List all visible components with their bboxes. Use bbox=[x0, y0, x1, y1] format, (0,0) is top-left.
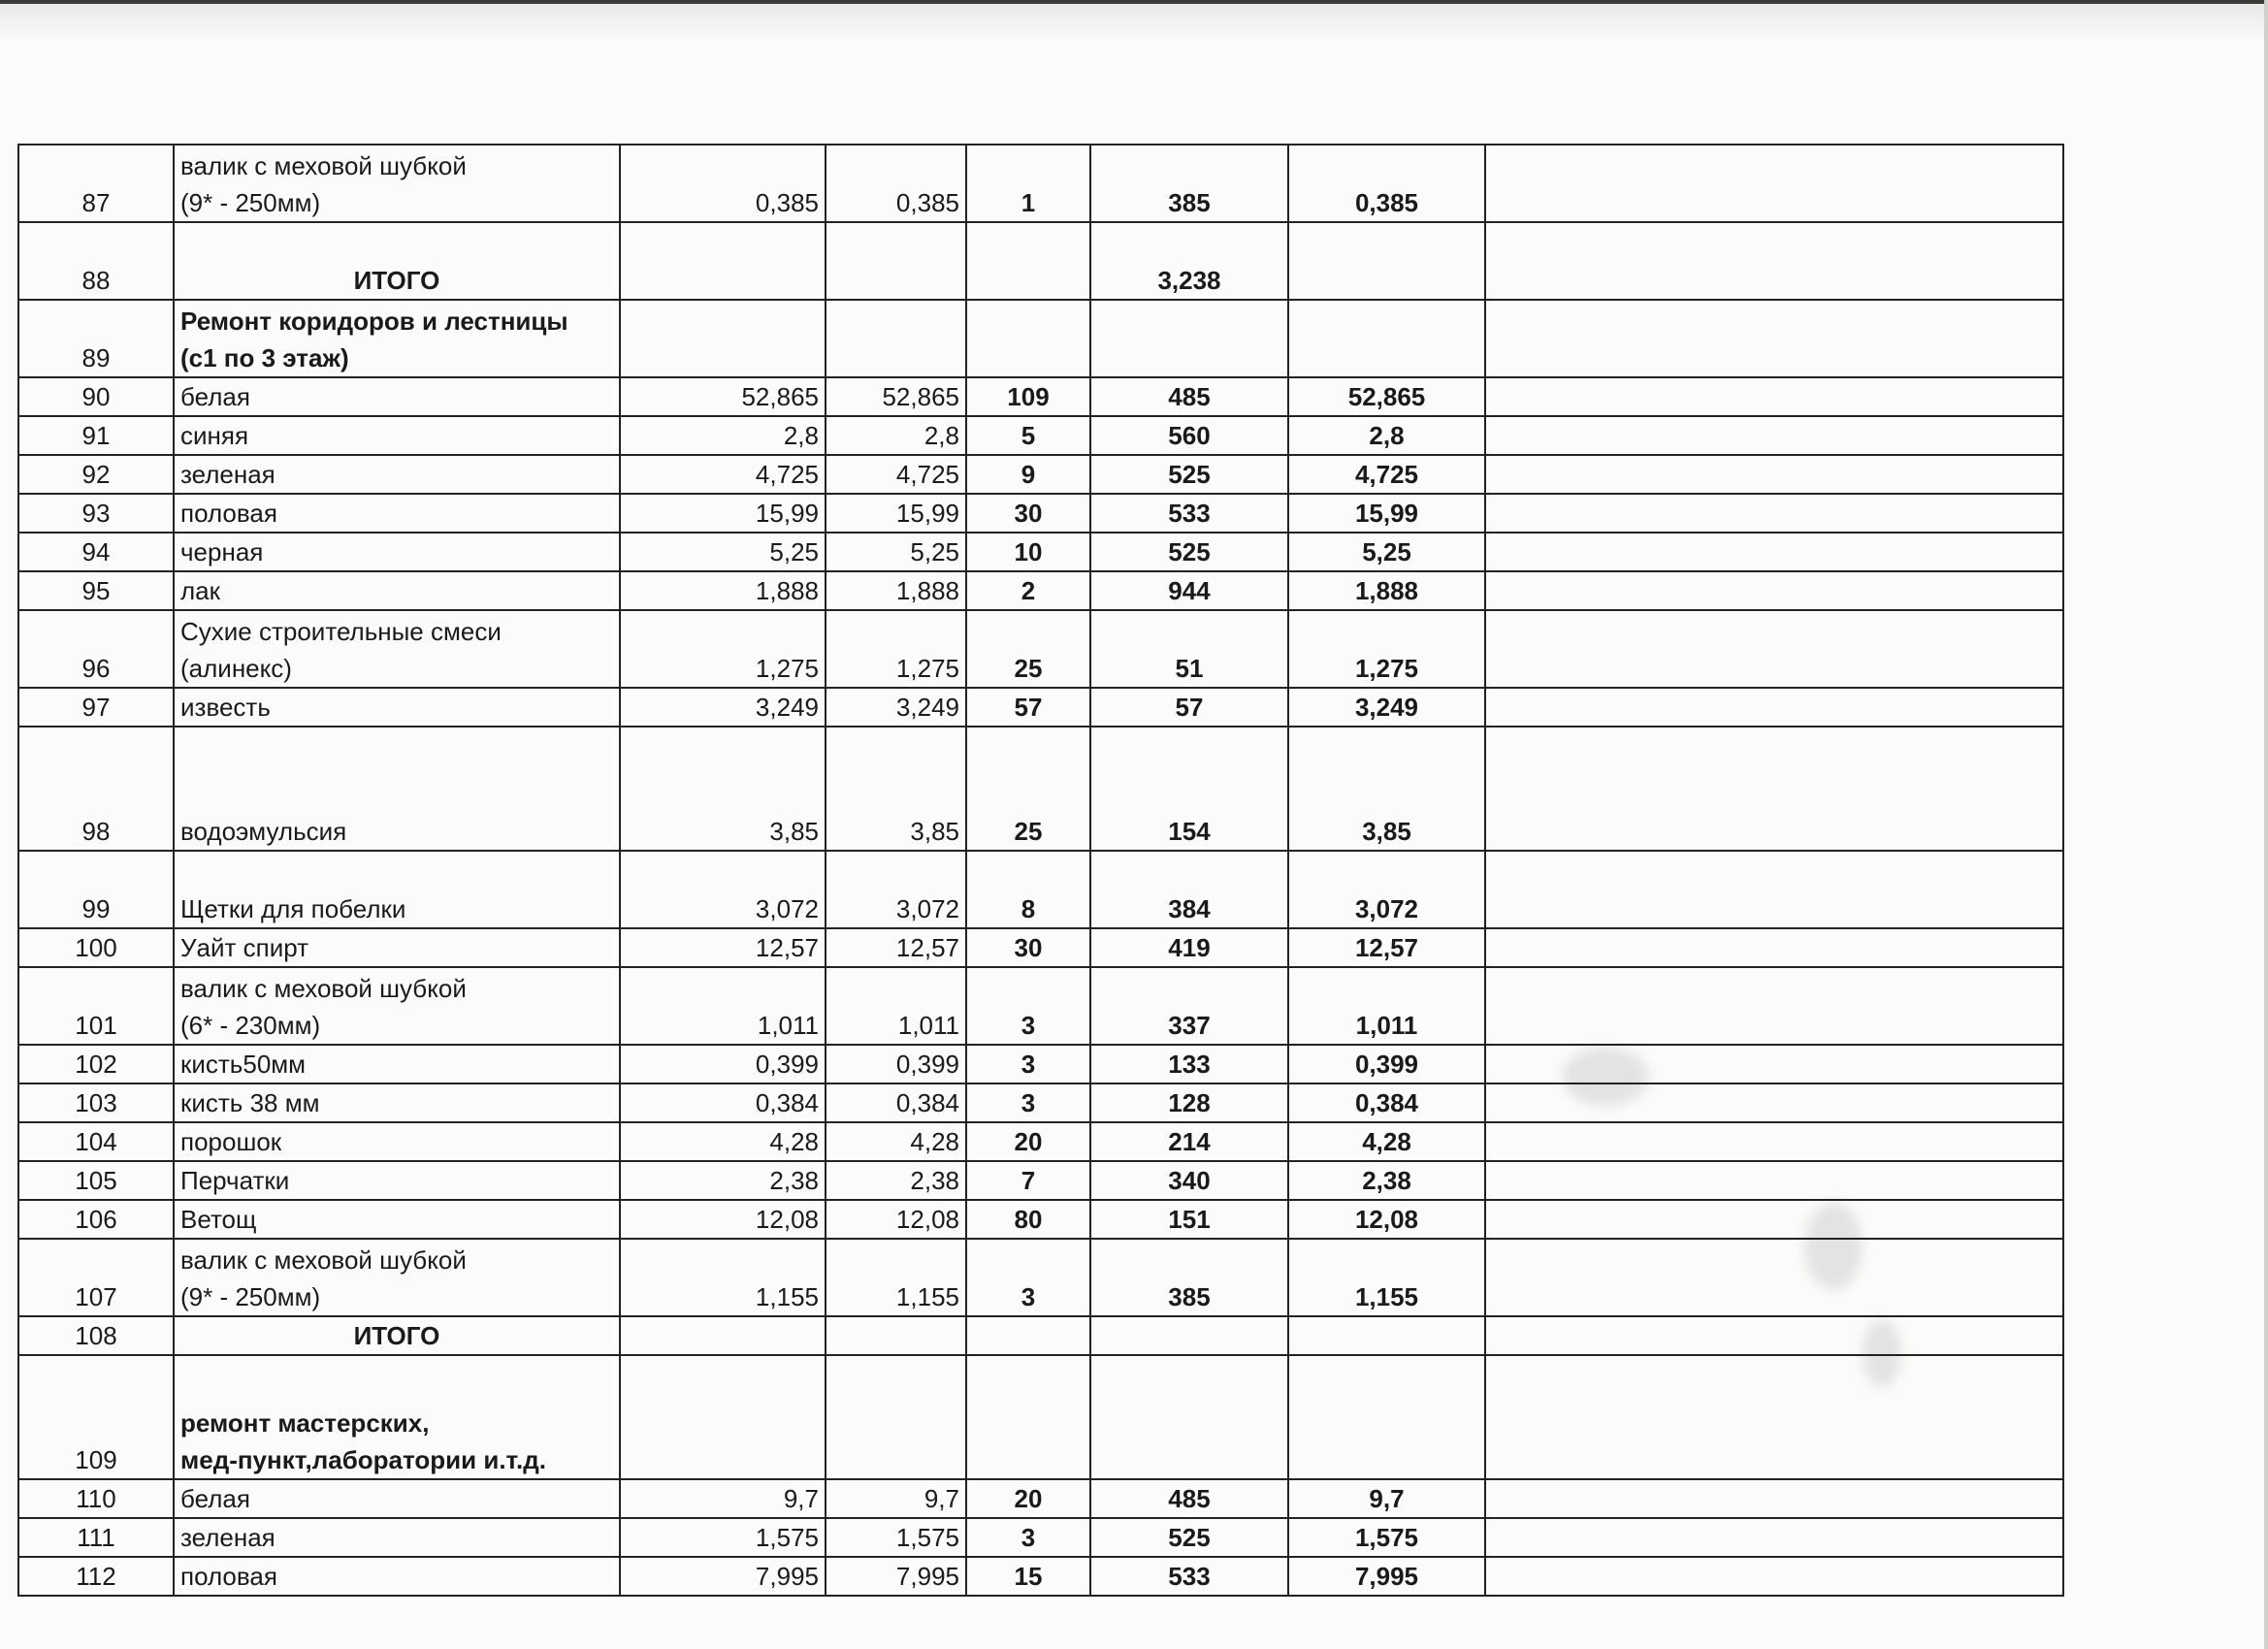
row-number: 97 bbox=[18, 688, 174, 727]
count-cell: 2 bbox=[966, 571, 1090, 610]
item-name: кисть50мм bbox=[174, 1045, 620, 1083]
empty-cell bbox=[1485, 1200, 2063, 1239]
item-name: половая bbox=[174, 1557, 620, 1596]
row-number: 112 bbox=[18, 1557, 174, 1596]
price-cell: 51 bbox=[1090, 610, 1288, 688]
amount-cell: 0,384 bbox=[826, 1083, 966, 1122]
amount-cell: 52,865 bbox=[826, 377, 966, 416]
sum-cell: 2,38 bbox=[1288, 1161, 1485, 1200]
table-row bbox=[18, 533, 2063, 571]
sum-cell: 15,99 bbox=[1288, 494, 1485, 533]
row-number: 108 bbox=[18, 1316, 174, 1355]
amount-cell: 3,072 bbox=[826, 851, 966, 928]
row-number: 110 bbox=[18, 1479, 174, 1518]
amount-cell: 1,575 bbox=[620, 1518, 826, 1557]
count-cell: 80 bbox=[966, 1200, 1090, 1239]
price-cell: 133 bbox=[1090, 1045, 1288, 1083]
amount-cell bbox=[826, 1316, 966, 1355]
item-name: ИТОГО bbox=[174, 222, 620, 300]
price-cell: 944 bbox=[1090, 571, 1288, 610]
count-cell: 15 bbox=[966, 1557, 1090, 1596]
table-row bbox=[18, 1083, 2063, 1122]
sum-cell: 0,384 bbox=[1288, 1083, 1485, 1122]
price-cell: 485 bbox=[1090, 1479, 1288, 1518]
amount-cell: 1,011 bbox=[620, 967, 826, 1045]
empty-cell bbox=[1485, 1557, 2063, 1596]
sum-cell: 5,25 bbox=[1288, 533, 1485, 571]
price-cell: 384 bbox=[1090, 851, 1288, 928]
empty-cell bbox=[1485, 610, 2063, 688]
amount-cell: 2,8 bbox=[826, 416, 966, 455]
count-cell: 25 bbox=[966, 727, 1090, 851]
table-row bbox=[18, 851, 2063, 928]
sum-cell: 3,249 bbox=[1288, 688, 1485, 727]
amount-cell bbox=[620, 1316, 826, 1355]
amount-cell: 5,25 bbox=[620, 533, 826, 571]
row-number: 106 bbox=[18, 1200, 174, 1239]
amount-cell: 12,08 bbox=[826, 1200, 966, 1239]
price-cell: 525 bbox=[1090, 1518, 1288, 1557]
table-row bbox=[18, 1479, 2063, 1518]
table-row bbox=[18, 300, 2063, 377]
empty-cell bbox=[1485, 1122, 2063, 1161]
amount-cell: 1,155 bbox=[620, 1239, 826, 1316]
amount-cell: 15,99 bbox=[826, 494, 966, 533]
count-cell: 10 bbox=[966, 533, 1090, 571]
sum-cell: 12,57 bbox=[1288, 928, 1485, 967]
price-cell: 525 bbox=[1090, 455, 1288, 494]
count-cell: 109 bbox=[966, 377, 1090, 416]
item-name: Щетки для побелки bbox=[174, 851, 620, 928]
row-number: 88 bbox=[18, 222, 174, 300]
price-cell bbox=[1090, 300, 1288, 377]
amount-cell: 1,575 bbox=[826, 1518, 966, 1557]
count-cell: 30 bbox=[966, 928, 1090, 967]
count-cell: 20 bbox=[966, 1122, 1090, 1161]
item-name: валик с меховой шубкой (9* - 250мм) bbox=[174, 145, 620, 222]
table-row bbox=[18, 1316, 2063, 1355]
amount-cell: 1,155 bbox=[826, 1239, 966, 1316]
scan-shadow bbox=[0, 4, 2268, 43]
row-number: 95 bbox=[18, 571, 174, 610]
item-name: половая bbox=[174, 494, 620, 533]
empty-cell bbox=[1485, 222, 2063, 300]
item-name: Перчатки bbox=[174, 1161, 620, 1200]
sum-cell: 12,08 bbox=[1288, 1200, 1485, 1239]
price-cell: 560 bbox=[1090, 416, 1288, 455]
item-name: ремонт мастерских, мед-пункт,лаборатории и.т.д. bbox=[174, 1355, 620, 1479]
amount-cell bbox=[826, 222, 966, 300]
count-cell: 7 bbox=[966, 1161, 1090, 1200]
sum-cell: 1,888 bbox=[1288, 571, 1485, 610]
sum-cell: 0,399 bbox=[1288, 1045, 1485, 1083]
materials-table bbox=[17, 144, 2064, 1597]
count-cell: 25 bbox=[966, 610, 1090, 688]
count-cell: 30 bbox=[966, 494, 1090, 533]
price-cell: 340 bbox=[1090, 1161, 1288, 1200]
amount-cell: 2,38 bbox=[826, 1161, 966, 1200]
amount-cell: 1,011 bbox=[826, 967, 966, 1045]
sum-cell: 52,865 bbox=[1288, 377, 1485, 416]
amount-cell: 3,85 bbox=[826, 727, 966, 851]
count-cell: 3 bbox=[966, 1239, 1090, 1316]
row-number: 93 bbox=[18, 494, 174, 533]
amount-cell: 3,85 bbox=[620, 727, 826, 851]
amount-cell: 0,384 bbox=[620, 1083, 826, 1122]
sum-cell: 4,725 bbox=[1288, 455, 1485, 494]
empty-cell bbox=[1485, 377, 2063, 416]
item-name: Ремонт коридоров и лестницы (с1 по 3 этаж) bbox=[174, 300, 620, 377]
empty-cell bbox=[1485, 851, 2063, 928]
price-cell: 385 bbox=[1090, 1239, 1288, 1316]
price-cell: 533 bbox=[1090, 494, 1288, 533]
table-body bbox=[18, 145, 2063, 1596]
table-row bbox=[18, 1518, 2063, 1557]
amount-cell bbox=[620, 300, 826, 377]
row-number: 109 bbox=[18, 1355, 174, 1479]
empty-cell bbox=[1485, 1239, 2063, 1316]
amount-cell: 4,725 bbox=[826, 455, 966, 494]
sum-cell bbox=[1288, 1316, 1485, 1355]
empty-cell bbox=[1485, 727, 2063, 851]
table-row bbox=[18, 967, 2063, 1045]
amount-cell: 12,57 bbox=[826, 928, 966, 967]
sum-cell: 2,8 bbox=[1288, 416, 1485, 455]
empty-cell bbox=[1485, 533, 2063, 571]
price-cell: 154 bbox=[1090, 727, 1288, 851]
amount-cell: 3,249 bbox=[620, 688, 826, 727]
empty-cell bbox=[1485, 571, 2063, 610]
count-cell bbox=[966, 222, 1090, 300]
amount-cell: 4,725 bbox=[620, 455, 826, 494]
row-number: 99 bbox=[18, 851, 174, 928]
empty-cell bbox=[1485, 928, 2063, 967]
empty-cell bbox=[1485, 1316, 2063, 1355]
empty-cell bbox=[1485, 494, 2063, 533]
item-name: лак bbox=[174, 571, 620, 610]
row-number: 101 bbox=[18, 967, 174, 1045]
price-cell: 151 bbox=[1090, 1200, 1288, 1239]
row-number: 90 bbox=[18, 377, 174, 416]
amount-cell: 52,865 bbox=[620, 377, 826, 416]
sum-cell: 3,85 bbox=[1288, 727, 1485, 851]
amount-cell: 1,275 bbox=[826, 610, 966, 688]
table-row bbox=[18, 1122, 2063, 1161]
item-name: кисть 38 мм bbox=[174, 1083, 620, 1122]
count-cell: 8 bbox=[966, 851, 1090, 928]
item-name: известь bbox=[174, 688, 620, 727]
row-number: 96 bbox=[18, 610, 174, 688]
count-cell: 1 bbox=[966, 145, 1090, 222]
count-cell: 3 bbox=[966, 967, 1090, 1045]
sum-cell: 7,995 bbox=[1288, 1557, 1485, 1596]
table-row bbox=[18, 145, 2063, 222]
table-row bbox=[18, 727, 2063, 851]
sum-cell: 1,275 bbox=[1288, 610, 1485, 688]
row-number: 98 bbox=[18, 727, 174, 851]
amount-cell bbox=[620, 222, 826, 300]
table-row bbox=[18, 571, 2063, 610]
price-cell: 3,238 bbox=[1090, 222, 1288, 300]
row-number: 92 bbox=[18, 455, 174, 494]
empty-cell bbox=[1485, 688, 2063, 727]
table-row bbox=[18, 494, 2063, 533]
row-number: 107 bbox=[18, 1239, 174, 1316]
amount-cell bbox=[826, 300, 966, 377]
sum-cell: 1,011 bbox=[1288, 967, 1485, 1045]
table-row bbox=[18, 377, 2063, 416]
sum-cell: 1,575 bbox=[1288, 1518, 1485, 1557]
sum-cell bbox=[1288, 222, 1485, 300]
count-cell: 3 bbox=[966, 1045, 1090, 1083]
row-number: 89 bbox=[18, 300, 174, 377]
row-number: 104 bbox=[18, 1122, 174, 1161]
amount-cell: 0,385 bbox=[826, 145, 966, 222]
price-cell bbox=[1090, 1316, 1288, 1355]
item-name: валик с меховой шубкой (6* - 230мм) bbox=[174, 967, 620, 1045]
sum-cell: 3,072 bbox=[1288, 851, 1485, 928]
sum-cell bbox=[1288, 300, 1485, 377]
empty-cell bbox=[1485, 1161, 2063, 1200]
table-row bbox=[18, 1045, 2063, 1083]
item-name: черная bbox=[174, 533, 620, 571]
item-name: валик с меховой шубкой (9* - 250мм) bbox=[174, 1239, 620, 1316]
row-number: 87 bbox=[18, 145, 174, 222]
amount-cell: 5,25 bbox=[826, 533, 966, 571]
table-row bbox=[18, 416, 2063, 455]
row-number: 103 bbox=[18, 1083, 174, 1122]
empty-cell bbox=[1485, 1083, 2063, 1122]
item-name: Сухие строительные смеси (алинекс) bbox=[174, 610, 620, 688]
amount-cell: 0,399 bbox=[826, 1045, 966, 1083]
amount-cell: 12,57 bbox=[620, 928, 826, 967]
price-cell: 419 bbox=[1090, 928, 1288, 967]
empty-cell bbox=[1485, 1045, 2063, 1083]
amount-cell: 15,99 bbox=[620, 494, 826, 533]
row-number: 94 bbox=[18, 533, 174, 571]
count-cell: 3 bbox=[966, 1518, 1090, 1557]
row-number: 111 bbox=[18, 1518, 174, 1557]
count-cell bbox=[966, 1355, 1090, 1479]
empty-cell bbox=[1485, 300, 2063, 377]
item-name: водоэмульсия bbox=[174, 727, 620, 851]
amount-cell: 0,385 bbox=[620, 145, 826, 222]
count-cell: 5 bbox=[966, 416, 1090, 455]
sum-cell: 9,7 bbox=[1288, 1479, 1485, 1518]
table-row bbox=[18, 688, 2063, 727]
item-name: синяя bbox=[174, 416, 620, 455]
amount-cell: 7,995 bbox=[620, 1557, 826, 1596]
table-row bbox=[18, 610, 2063, 688]
amount-cell: 0,399 bbox=[620, 1045, 826, 1083]
amount-cell bbox=[826, 1355, 966, 1479]
amount-cell: 4,28 bbox=[826, 1122, 966, 1161]
amount-cell: 2,38 bbox=[620, 1161, 826, 1200]
empty-cell bbox=[1485, 1518, 2063, 1557]
count-cell: 3 bbox=[966, 1083, 1090, 1122]
sum-cell: 0,385 bbox=[1288, 145, 1485, 222]
count-cell: 9 bbox=[966, 455, 1090, 494]
amount-cell: 1,888 bbox=[826, 571, 966, 610]
count-cell bbox=[966, 1316, 1090, 1355]
amount-cell: 9,7 bbox=[620, 1479, 826, 1518]
price-cell: 533 bbox=[1090, 1557, 1288, 1596]
price-cell: 525 bbox=[1090, 533, 1288, 571]
table-row bbox=[18, 1557, 2063, 1596]
table-row bbox=[18, 455, 2063, 494]
amount-cell: 3,072 bbox=[620, 851, 826, 928]
table-row bbox=[18, 1355, 2063, 1479]
empty-cell bbox=[1485, 145, 2063, 222]
price-cell: 214 bbox=[1090, 1122, 1288, 1161]
price-cell bbox=[1090, 1355, 1288, 1479]
table-row bbox=[18, 1161, 2063, 1200]
amount-cell: 1,275 bbox=[620, 610, 826, 688]
price-cell: 57 bbox=[1090, 688, 1288, 727]
empty-cell bbox=[1485, 455, 2063, 494]
empty-cell bbox=[1485, 416, 2063, 455]
amount-cell: 3,249 bbox=[826, 688, 966, 727]
sum-cell bbox=[1288, 1355, 1485, 1479]
item-name: Уайт спирт bbox=[174, 928, 620, 967]
amount-cell bbox=[620, 1355, 826, 1479]
count-cell: 20 bbox=[966, 1479, 1090, 1518]
table-row bbox=[18, 1200, 2063, 1239]
table-row bbox=[18, 928, 2063, 967]
empty-cell bbox=[1485, 1479, 2063, 1518]
item-name: ИТОГО bbox=[174, 1316, 620, 1355]
amount-cell: 2,8 bbox=[620, 416, 826, 455]
empty-cell bbox=[1485, 1355, 2063, 1479]
row-number: 91 bbox=[18, 416, 174, 455]
sum-cell: 4,28 bbox=[1288, 1122, 1485, 1161]
item-name: зеленая bbox=[174, 1518, 620, 1557]
row-number: 100 bbox=[18, 928, 174, 967]
price-cell: 337 bbox=[1090, 967, 1288, 1045]
count-cell bbox=[966, 300, 1090, 377]
price-cell: 128 bbox=[1090, 1083, 1288, 1122]
amount-cell: 12,08 bbox=[620, 1200, 826, 1239]
table-row bbox=[18, 1239, 2063, 1316]
scan-right-edge bbox=[2264, 0, 2268, 1649]
item-name: порошок bbox=[174, 1122, 620, 1161]
item-name: зеленая bbox=[174, 455, 620, 494]
amount-cell: 1,888 bbox=[620, 571, 826, 610]
row-number: 105 bbox=[18, 1161, 174, 1200]
item-name: белая bbox=[174, 1479, 620, 1518]
price-cell: 485 bbox=[1090, 377, 1288, 416]
price-cell: 385 bbox=[1090, 145, 1288, 222]
amount-cell: 4,28 bbox=[620, 1122, 826, 1161]
row-number: 102 bbox=[18, 1045, 174, 1083]
table-row bbox=[18, 222, 2063, 300]
empty-cell bbox=[1485, 967, 2063, 1045]
sum-cell: 1,155 bbox=[1288, 1239, 1485, 1316]
item-name: Ветощ bbox=[174, 1200, 620, 1239]
amount-cell: 7,995 bbox=[826, 1557, 966, 1596]
amount-cell: 9,7 bbox=[826, 1479, 966, 1518]
item-name: белая bbox=[174, 377, 620, 416]
count-cell: 57 bbox=[966, 688, 1090, 727]
